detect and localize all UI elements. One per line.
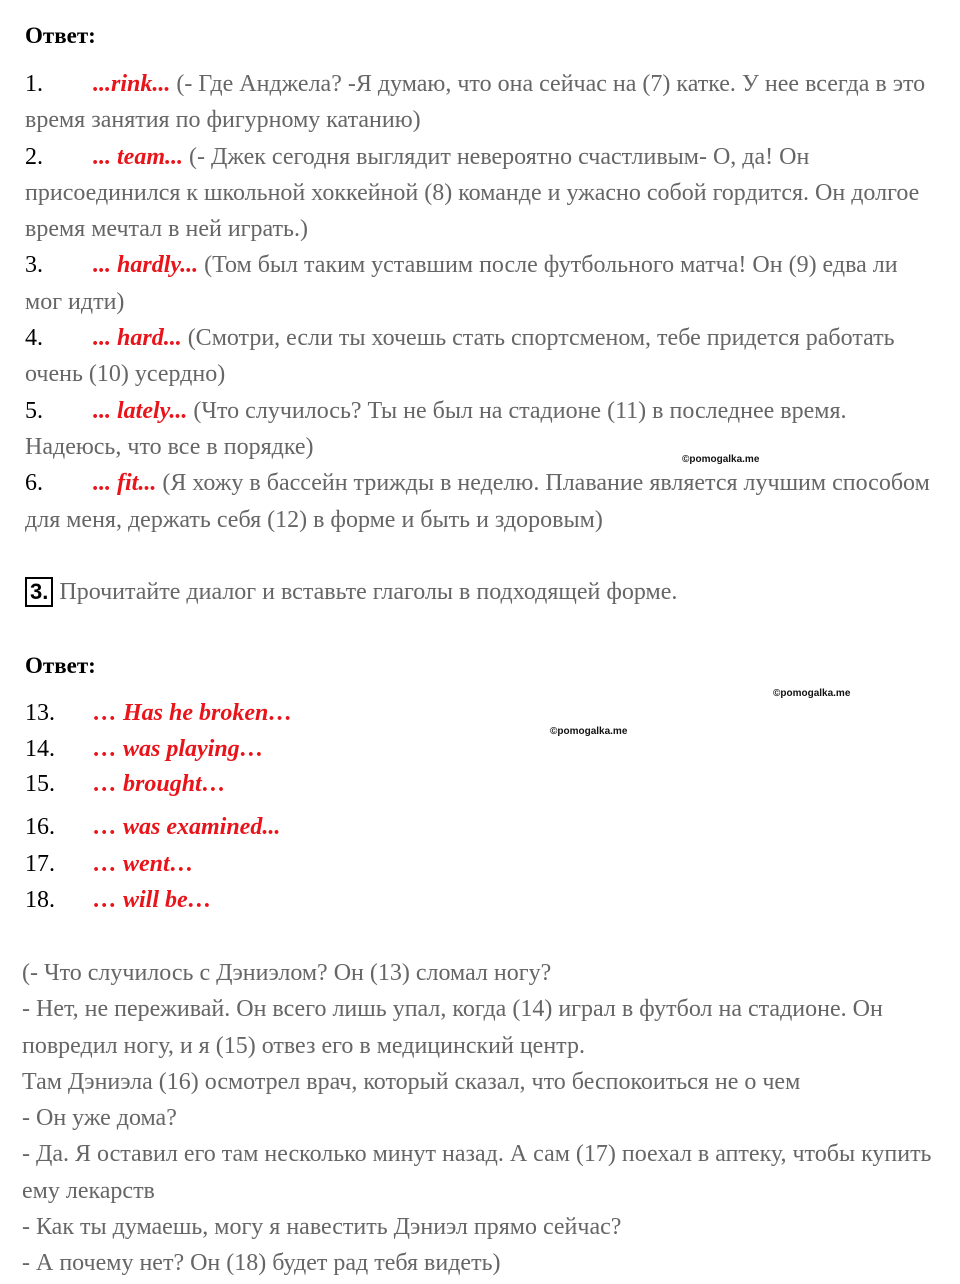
task-instruction: Прочитайте диалог и вставьте глаголы в подходящей форме. — [59, 579, 678, 605]
answer-item-13: 13. … Has he broken… — [25, 700, 293, 726]
answer-item-15: 15. … brought… — [25, 771, 226, 797]
answer-word: ... team... — [93, 143, 183, 170]
answer-item-14: 14. … was playing… — [25, 736, 264, 762]
answer-verb: … was examined... — [93, 814, 281, 840]
answer-word: ... hard... — [93, 325, 182, 352]
answer-verb: … Has he broken… — [93, 700, 293, 726]
answer-item-3: 3. ... hardly... (Том был таким уставшим после футбольного матча! Он (9) едва ли мог идти) — [25, 252, 898, 315]
answer-verb: … will be… — [93, 887, 212, 913]
watermark: ©pomogalka.me — [550, 726, 628, 737]
answer-item-18: 18. … will be… — [25, 887, 212, 913]
answer-verb: … went… — [93, 851, 194, 877]
answer-item-1: 1. ...rink... (- Где Анджела? -Я думаю, что она сейчас на (7) катке. У нее всегда в это время занятия по фигурному катанию) — [25, 71, 926, 134]
answer-list-1 — [25, 66, 940, 538]
answer-word: ...rink... — [93, 71, 171, 97]
answer-word: ... lately... — [93, 397, 188, 424]
task-number-box: 3. — [25, 577, 53, 607]
dialog-line: (- Что случилось с Дэниэлом? Он (13) сломал ногу? — [22, 960, 552, 986]
dialog-line: - Да. Я оставил его там несколько минут назад. А сам (17) поехал в аптеку, чтобы купить ему лекарств — [22, 1141, 932, 1204]
answer-word: ... hardly... — [93, 252, 199, 279]
dialog-translation — [22, 955, 942, 1282]
answer-item-2: 2. ... team... (- Джек сегодня выглядит невероятно счастливым- О, да! Он присоединился к школьной хоккейной (8) команде и ужасно собой гордится. Он долгое время мечтал в ней играть.) — [25, 143, 920, 243]
answer-verb: … brought… — [93, 771, 226, 797]
translation: (Что случилось? Ты не был на стадионе (11) в последнее время. Надеюсь, что все в порядке) — [25, 397, 847, 460]
dialog-line: - Как ты думаешь, могу я навестить Дэниэл прямо сейчас? — [22, 1214, 622, 1241]
watermark: ©pomogalka.me — [682, 454, 760, 465]
answer-item-4: 4. ... hard... (Смотри, если ты хочешь стать спортсменом, тебе придется работать очень (10) усердно) — [25, 325, 895, 388]
answer-item-6: 6. ... fit... (Я хожу в бассейн трижды в неделю. Плавание является лучшим способом для меня, держать себя (12) в форме и быть и здоровым) — [25, 470, 930, 533]
translation: (Том был таким уставшим после футбольного матча! Он (9) едва ли мог идти) — [25, 252, 898, 315]
answer-heading-2: Ответ: — [25, 653, 96, 678]
translation: (Я хожу в бассейн трижды в неделю. Плавание является лучшим способом для меня, держать себя (12) в форме и быть и здоровым) — [25, 470, 930, 533]
task-3 — [25, 576, 677, 608]
answer-verb: … was playing… — [93, 736, 264, 762]
answer-item-17: 17. … went… — [25, 851, 194, 877]
answer-item-16: 16. … was examined... — [25, 814, 281, 840]
translation: (- Где Анджела? -Я думаю, что она сейчас на (7) катке. У нее всегда в это время занятия по фигурному катанию) — [25, 71, 926, 134]
answer-word: ... fit... — [93, 470, 157, 497]
dialog-line: - Нет, не переживай. Он всего лишь упал, когда (14) играл в футбол на стадионе. Он повредил ногу, и я (15) отвез его в медицинский центр. — [22, 996, 883, 1059]
watermark: ©pomogalka.me — [773, 688, 851, 699]
dialog-line: - А почему нет? Он (18) будет рад тебя видеть) — [22, 1250, 501, 1277]
answer-heading-1: Ответ: — [25, 23, 96, 48]
translation: (- Джек сегодня выглядит невероятно счастливым- О, да! Он присоединился к школьной хоккейной (8) команде и ужасно собой гордится. Он долгое время мечтал в ней играть.) — [25, 143, 920, 243]
dialog-line: Там Дэниэла (16) осмотрел врач, который сказал, что беспокоиться не о чем — [22, 1068, 801, 1095]
answer-item-5: 5. ... lately... (Что случилось? Ты не был на стадионе (11) в последнее время. Надеюсь, что все в порядке) — [25, 397, 847, 460]
translation: (Смотри, если ты хочешь стать спортсменом, тебе придется работать очень (10) усердно) — [25, 325, 895, 388]
dialog-line: - Он уже дома? — [22, 1105, 177, 1132]
